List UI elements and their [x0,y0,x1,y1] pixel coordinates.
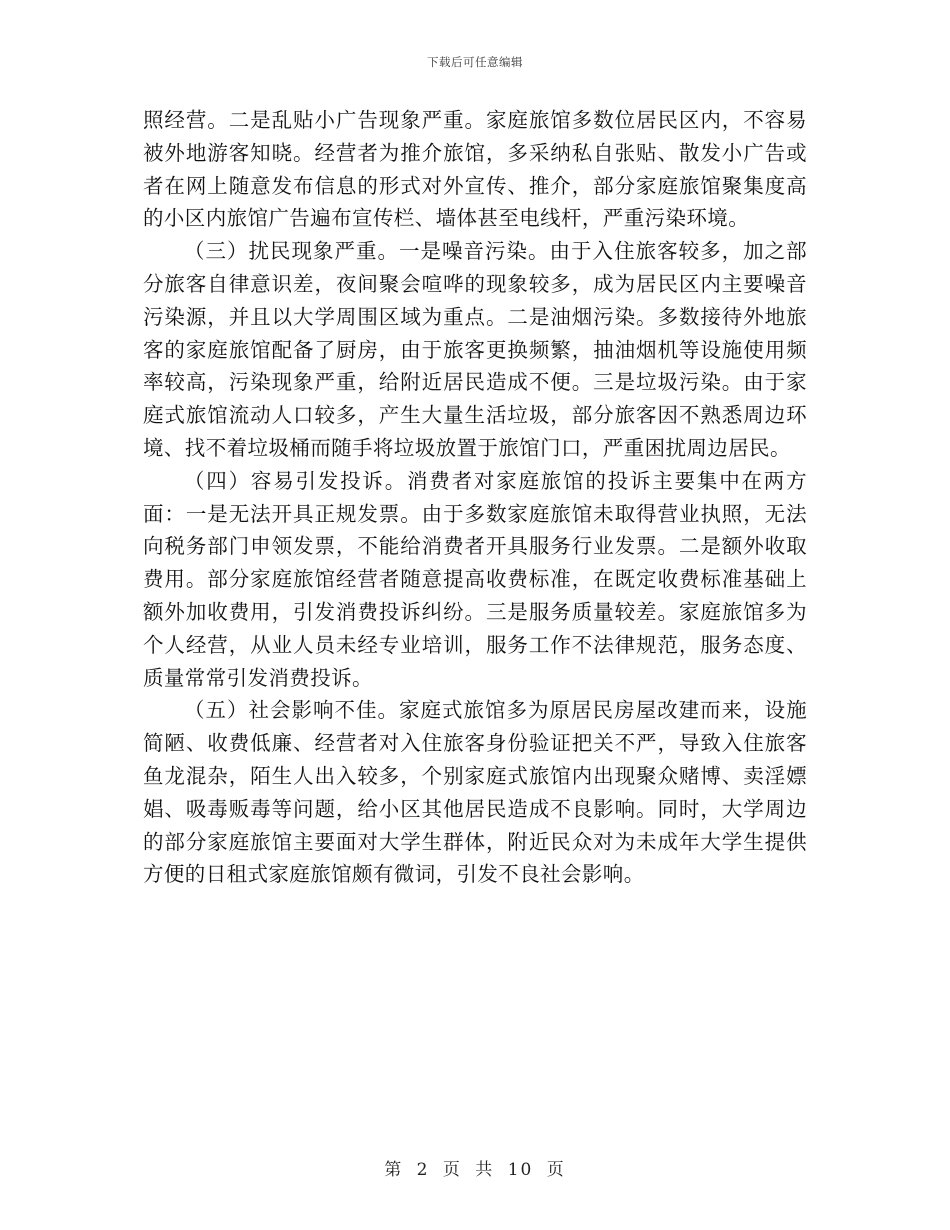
paragraph-3: （四）容易引发投诉。消费者对家庭旅馆的投诉主要集中在两方面：一是无法开具正规发票。由于多数家庭旅馆未取得营业执照，无法向税务部门申领发票，不能给消费者开具服务行业发票。二是额外收取费用。部分家庭旅馆经营者随意提高收费标准，在既定收费标准基础上额外加收费用，引发消费投诉纠纷。三是服务质量较差。家庭旅馆多为个人经营，从业人员未经专业培训，服务工作不法律规范，服务态度、质量常常引发消费投诉。 [143,468,807,690]
page-header: 下载后可任意编辑 [427,55,523,69]
paragraph-4: （五）社会影响不佳。家庭式旅馆多为原居民房屋改建而来，设施简陋、收费低廉、经营者对入住旅客身份验证把关不严，导致入住旅客鱼龙混杂，陌生人出入较多，个别家庭式旅馆内出现聚众赌博、卖淫嫖娼、吸毒贩毒等问题，给小区其他居民造成不良影响。同时，大学周边的部分家庭旅馆主要面对大学生群体，附近民众对为未成年大学生提供方便的日租式家庭旅馆颇有微词，引发不良社会影响。 [143,698,807,887]
page-number-footer: 第 2 页 共 10 页 [384,1160,566,1180]
paragraph-2: （三）扰民现象严重。一是噪音污染。由于入住旅客较多，加之部分旅客自律意识差，夜间聚会喧哗的现象较多，成为居民区内主要噪音污染源，并且以大学周围区域为重点。二是油烟污染。多数接待外地旅客的家庭旅馆配备了厨房，由于旅客更换频繁，抽油烟机等设施使用频率较高，污染现象严重，给附近居民造成不便。三是垃圾污染。由于家庭式旅馆流动人口较多，产生大量生活垃圾，部分旅客因不熟悉周边环境、找不着垃圾桶而随手将垃圾放置于旅馆门口，严重困扰周边居民。 [143,239,807,460]
paragraph-1: 照经营。二是乱贴小广告现象严重。家庭旅馆多数位居民区内，不容易被外地游客知晓。经营者为推介旅馆，多采纳私自张贴、散发小广告或者在网上随意发布信息的形式对外宣传、推介，部分家庭旅馆聚集度高的小区内旅馆广告遍布宣传栏、墙体甚至电线杆，严重污染环境。 [143,108,807,231]
document-body [143,104,807,891]
